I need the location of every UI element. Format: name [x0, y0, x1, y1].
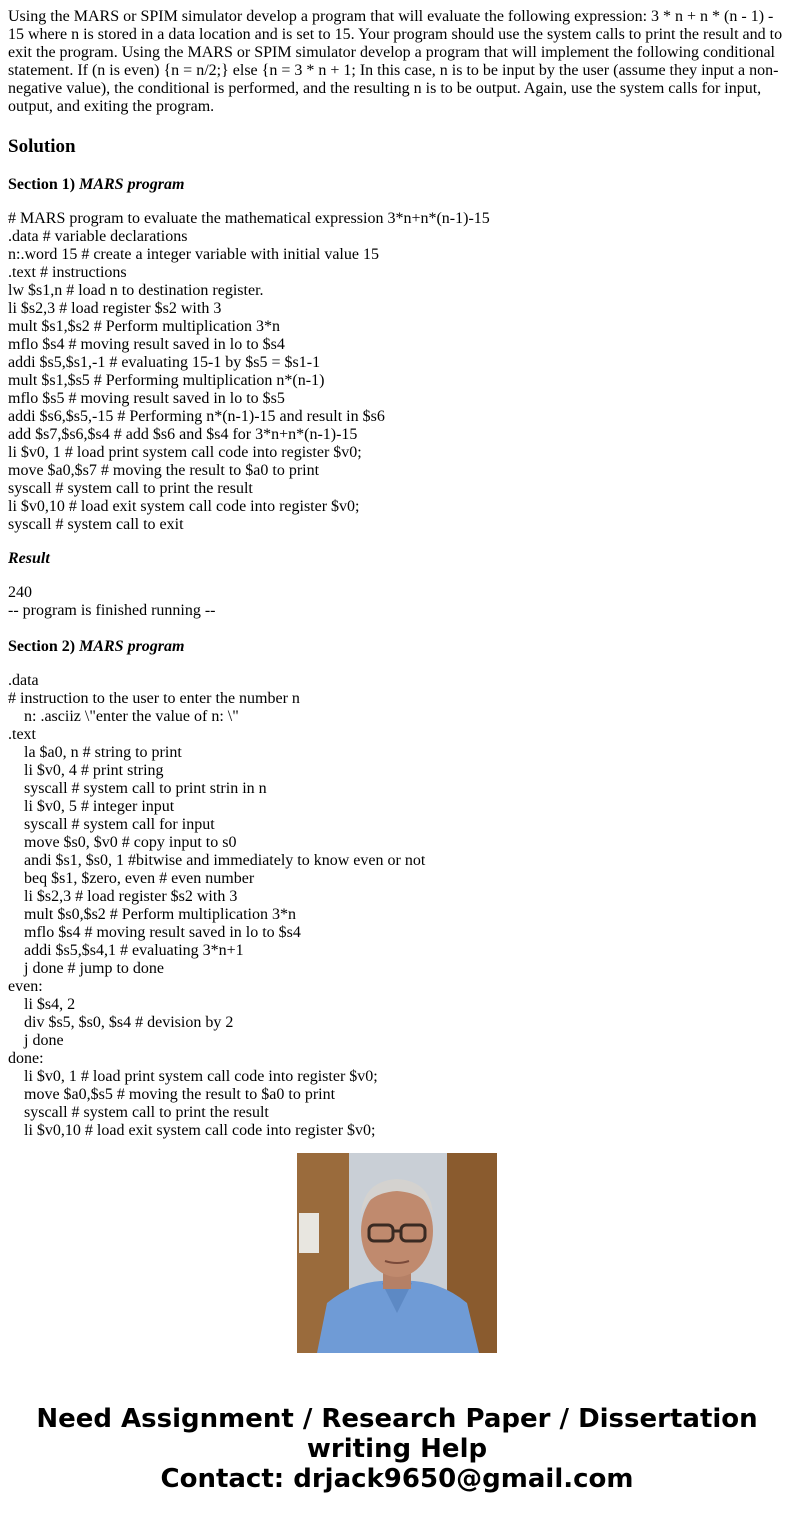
section2-code: .data # instruction to the user to enter the number n n: .asciiz \"enter the value of n: \" .text la $a0, n # string to print li $v0, 4 # print string syscall # system call to print strin in n li $v0, 5 # integer input syscall # system call for input move $s0, $v0 # copy input to s0 andi $s1, $s0, 1 #bitwise and immediately to know even or not beq $s1, $zero, even # even number li $s2,3 # load register $s2 with 3 mult $s0,$s2 # Perform multiplication 3*n mflo $s4 # moving result saved in lo to $s4 addi $s5,$s4,1 # evaluating 3*n+1 j done # jump to done even: li $s4, 2 div $s5, $s0, $s4 # devision by 2 j done done: li $v0, 1 # load print system call code into register $v0; move $a0,$s5 # moving the result to $a0 to print syscall # system call to print the result li $v0,10 # load exit system call code into register $v0;	[8, 672, 426, 1139]
section1-code: # MARS program to evaluate the mathematical expression 3*n+n*(n-1)-15 .data # variable declarations n:.word 15 # create a integer variable with initial value 15 .text # instructions lw $s1,n # load n to destination register. li $s2,3 # load register $s2 with 3 mult $s1,$s2 # Perform multiplication 3*n mflo $s4 # moving result saved in lo to $s4 addi $s5,$s1,-1 # evaluating 15-1 by $s5 = $s1-1 mult $s1,$s5 # Performing multiplication n*(n-1) mflo $s5 # moving result saved in lo to $s5 addi $s6,$s5,-15 # Performing n*(n-1)-15 and result in $s6 add $s7,$s6,$s4 # add $s6 and $s4 for 3*n+n*(n-1)-15 li $v0, 1 # load print system call code into register $v0; move $a0,$s7 # moving the result to $a0 to print syscall # system call to print the result li $v0,10 # load exit system call code into register $v0; syscall # system call to exit	[8, 210, 490, 533]
author-photo	[297, 1153, 497, 1353]
document-body	[8, 0, 786, 1139]
result-output: 240 -- program is finished running --	[8, 584, 216, 619]
section1-label: Section 1)	[8, 176, 76, 193]
result-heading: Result	[8, 550, 50, 567]
solution-heading: Solution	[8, 136, 76, 157]
question-text: Using the MARS or SPIM simulator develop a program that will evaluate the following expression: 3 * n + n * (n - 1) - 15 where n is stored in a data location and is set to 15. Your program should use the system calls to print the result and to exit the program. Using the MARS or SPIM simulator develop a program that will implement the following conditional statement. If (n is even) {n = n/2;} else {n = 3 * n + 1; In this case, n is to be input by the user (assume they input a non-negative value), the conditional is performed, and the resulting n is to be output. Again, use the system calls for input, output, and exiting the program.	[8, 8, 783, 115]
banner-line-1: Need Assignment / Research Paper / Dissertation	[36, 1404, 758, 1434]
section2-label: Section 2)	[8, 638, 76, 655]
banner-line-2: writing Help	[306, 1434, 488, 1464]
section2-heading	[8, 638, 786, 656]
section1-title: MARS program	[79, 176, 185, 193]
contact-email: Contact: drjack9650@gmail.com	[160, 1464, 634, 1494]
section2-title: MARS program	[79, 638, 185, 655]
section1-heading	[8, 176, 786, 194]
contact-banner	[0, 1404, 794, 1494]
